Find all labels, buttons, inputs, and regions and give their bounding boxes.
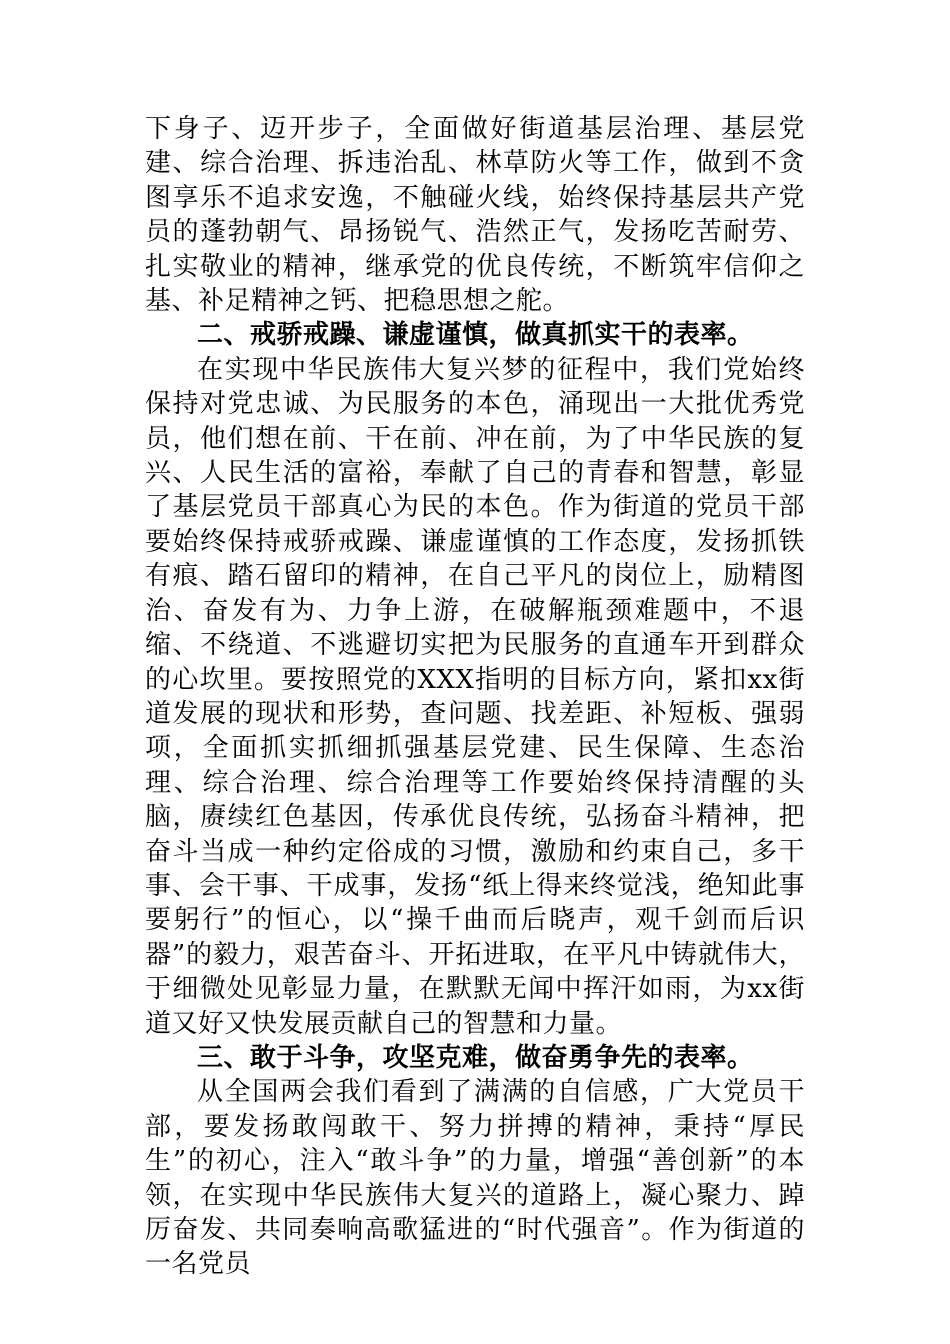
paragraph-section-3: 从全国两会我们看到了满满的自信感，广大党员干部，要发扬敢闯敢干、努力拼搏的精神，秉持“厚民生”的初心，注入“敢斗争”的力量，增强“善创新”的本领，在实现中华民族伟大复兴的道路上，凝心聚力、踔厉奋发、共同奏响高歌猛进的“时代强音”。作为街道的一名党员 [145, 1077, 805, 1280]
document-page [145, 112, 805, 1282]
section-heading-2: 二、戒骄戒躁、谦虚谨慎，做真抓实干的表率。 [197, 320, 754, 351]
paragraph-section-2: 在实现中华民族伟大复兴梦的征程中，我们党始终保持对党忠诚、为民服务的本色，涌现出一大批优秀党员，他们想在前、干在前、冲在前，为了中华民族的复兴、人民生活的富裕，奉献了自己的青春和智慧，彰显了基层党员干部真心为民的本色。作为街道的党员干部要始终保持戒骄戒躁、谦虚谨慎的工作态度，发扬抓铁有痕、踏石留印的精神，在自己平凡的岗位上，励精图治、奋发有为、力争上游，在破解瓶颈难题中，不退缩、不绕道、不逃避切实把为民服务的直通车开到群众的心坎里。要按照党的XXX指明的目标方向，紧扣xx街道发展的现状和形势，查问题、找差距、补短板、强弱项，全面抓实抓细抓强基层党建、民生保障、生态治理、综合治理、综合治理等工作要始终保持清醒的头脑，赓续红色基因，传承优良传统，弘扬奋斗精神，把奋斗当成一种约定俗成的习惯，激励和约束自己，多干事、会干事、干成事，发扬“纸上得来终觉浅，绝知此事要躬行”的恒心，以“操千曲而后晓声，观千剑而后识器”的毅力，艰苦奋斗、开拓进取，在平凡中铸就伟大，于细微处见彰显力量，在默默无闻中挥汗如雨，为xx街道又好又快发展贡献自己的智慧和力量。 [145, 354, 805, 1039]
section-heading-3: 三、敢于斗争，攻坚克难，做奋勇争先的表率。 [197, 1042, 754, 1073]
paragraph-continued: 下身子、迈开步子，全面做好街道基层治理、基层党建、综合治理、拆违治乱、林草防火等工作，做到不贪图享乐不追求安逸，不触碰火线，始终保持基层共产党员的蓬勃朝气、昂扬锐气、浩然正气，发扬吃苦耐劳、扎实敬业的精神，继承党的优良传统，不断筑牢信仰之基、补足精神之钙、把稳思想之舵。 [145, 114, 805, 317]
